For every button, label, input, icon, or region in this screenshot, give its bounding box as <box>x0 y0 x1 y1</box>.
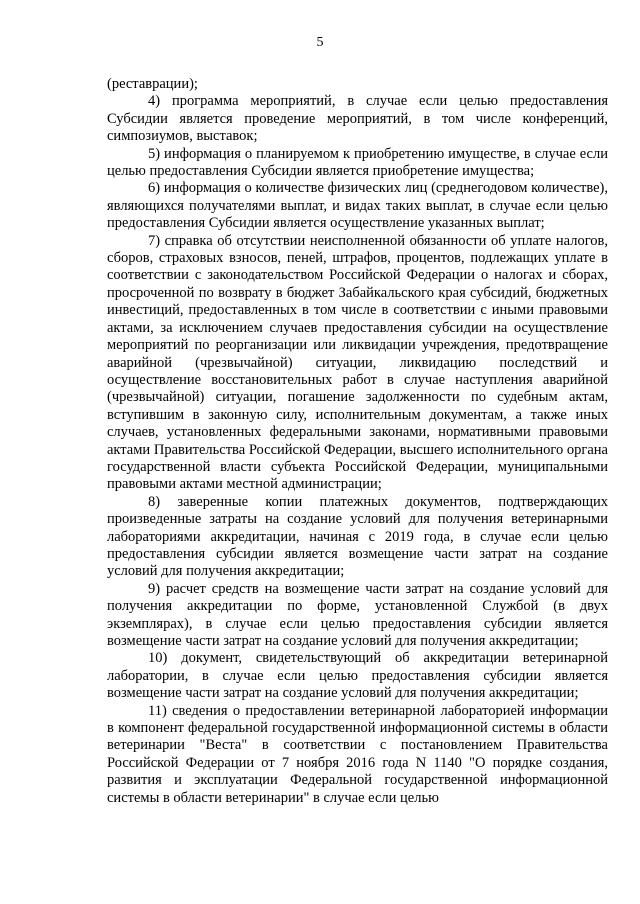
page-number: 5 <box>316 35 324 50</box>
paragraph-item-5: 5) информация о планируемом к приобретению имуществе, в случае если целью предоставления Субсидии является приобретение имущества; <box>107 145 608 180</box>
paragraph-item-8: 8) заверенные копии платежных документов, подтверждающих произведенные затраты на создание условий для получения ветеринарными лабораториями аккредитации, начиная с 2019 года, в случае если целью предоставления субсидии является возмещение части затрат на создание условий для получения аккредитации; <box>107 493 608 580</box>
paragraph-item-11: 11) сведения о предоставлении ветеринарной лабораторией информации в компонент федеральной государственной информационной системы в области ветеринарии "Веста" в соответствии с постановлением Правительства Российской Федерации от 7 ноября 2016 года N 1140 "О порядке создания, развития и эксплуатации Федеральной государственной информационной системы в области ветеринарии" в случае если целью <box>107 702 608 806</box>
paragraph-item-6: 6) информация о количестве физических лиц (среднегодовом количестве), являющихся получателями выплат, и видах таких выплат, в случае если целью предоставления Субсидии является осуществление указанных выплат; <box>107 180 608 232</box>
paragraph-item-7: 7) справка об отсутствии неисполненной обязанности об уплате налогов, сборов, страховых взносов, пеней, штрафов, процентов, подлежащих уплате в соответствии с законодательством Российской Федерации о налогах и сборах, просроченной по возврату в бюджет Забайкальского края субсидий, бюджетных инвестиций, предоставленных в том числе в соответствии с иными правовыми актами, за исключением случаев предоставления субсидии на осуществление мероприятий по реорганизации или ликвидации учреждения, предотвращение аварийной (чрезвычайной) ситуации, ликвидацию последствий и осуществление восстановительных работ в случае наступления аварийной (чрезвычайной) ситуации, погашение задолженности по судебным актам, вступившим в законную силу, исполнительным документам, а также иных случаев, установленных федеральными законами, нормативными правовыми актами Правительства Российской Федерации, высшего исполнительного органа государственной власти субъекта Российской Федерации, муниципальными правовыми актами местной администрации; <box>107 232 608 493</box>
paragraph-continuation: (реставрации); <box>107 76 198 92</box>
paragraph-item-9: 9) расчет средств на возмещение части затрат на создание условий для получения аккредитации по форме, установленной Службой (в двух экземплярах), в случае если целью предоставления субсидии является возмещение части затрат на создание условий для получения аккредитации; <box>107 580 608 649</box>
document-body <box>107 76 608 807</box>
paragraph-item-4: 4) программа мероприятий, в случае если целью предоставления Субсидии является проведение мероприятий, в том числе конференций, симпозиумов, выставок; <box>107 93 608 145</box>
paragraph-item-10: 10) документ, свидетельствующий об аккредитации ветеринарной лаборатории, в случае если целью предоставления субсидии является возмещение части затрат на создание условий для получения аккредитации; <box>107 650 608 702</box>
